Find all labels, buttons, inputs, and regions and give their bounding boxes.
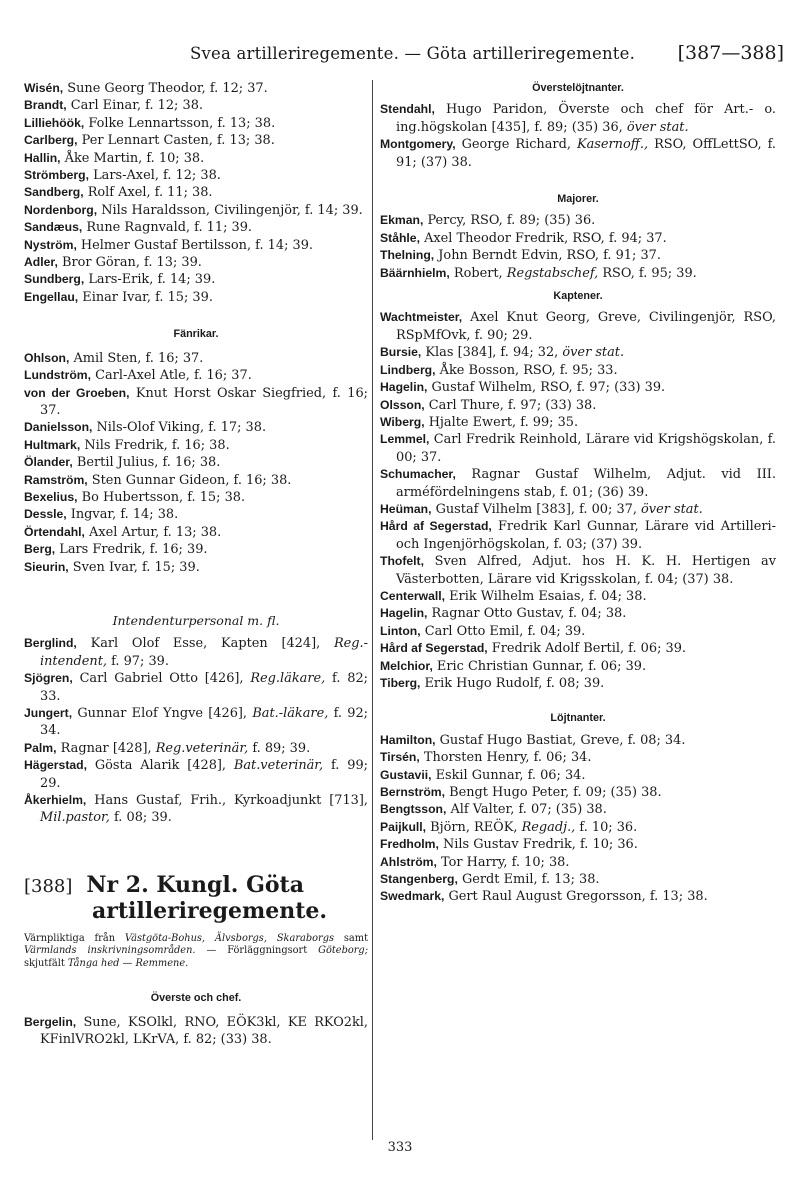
entry-details: Åke Bosson, RSO, f. 95; 33. <box>435 362 618 378</box>
entry-surname: Ramström, <box>24 472 88 487</box>
entry-surname: Thofelt, <box>380 554 425 569</box>
entry-tail: f. 08; 39. <box>109 810 172 826</box>
entry-surname: Nyström, <box>24 237 77 252</box>
regiment-title-line2: artilleriregemente. <box>92 897 328 924</box>
entry-surname: Lilliehöök, <box>24 115 85 130</box>
fanrikar-list <box>24 350 368 576</box>
entry-details: Ingvar, f. 14; 38. <box>66 507 179 523</box>
list-item <box>24 419 368 436</box>
entry-surname: Örtendahl, <box>24 524 85 539</box>
entry-tail: RSO, f. 95; 39. <box>598 265 697 281</box>
list-item <box>24 202 368 219</box>
list-item <box>380 854 776 871</box>
entry-surname: Strömberg, <box>24 168 90 183</box>
entry-details: Nils Haraldsson, Civilingenjör, f. 14; 39. <box>97 202 363 218</box>
list-item <box>24 541 368 558</box>
entry-surname: Stendahl, <box>380 102 435 117</box>
entry-details: Hans Gustaf, Frih., Kyrkoadjunkt [713], <box>86 793 368 809</box>
entry-surname: Swedmark, <box>380 889 445 904</box>
list-item <box>24 489 368 506</box>
entry-details: Carl Fredrik Reinhold, Lärare vid Krigshögskolan, f. 00; 37. <box>396 432 776 465</box>
entry-details: Rolf Axel, f. 11; 38. <box>83 185 213 201</box>
regiment-title <box>24 873 368 923</box>
entry-surname: Lemmel, <box>380 432 430 447</box>
list-item <box>380 379 776 396</box>
entry-title-italic: Mil.pastor, <box>40 810 110 826</box>
entry-details: Axel Artur, f. 13; 38. <box>84 524 222 540</box>
entry-details: Sten Gunnar Gideon, f. 16; 38. <box>87 472 292 488</box>
entry-surname: Tiberg, <box>380 676 421 690</box>
list-item <box>24 237 368 254</box>
entry-surname: von der Groeben, <box>24 385 130 400</box>
entry-details: Fredrik Karl Gunnar, Lärare vid Artilleri- och Ingenjörhögskolan, f. 03; (37) 39. <box>396 519 776 552</box>
entry-title-italic: över stat. <box>641 501 703 517</box>
entry-surname: Hård af Segerstad, <box>380 519 492 534</box>
entry-tail: f. 97; 39. <box>107 653 169 669</box>
list-item <box>24 289 368 306</box>
list-item <box>24 97 368 114</box>
overste-list <box>24 1014 368 1049</box>
intendentur-list <box>24 635 368 826</box>
list-item <box>380 553 776 588</box>
regiment-title-line1: Nr 2. Kungl. Göta <box>86 871 304 898</box>
entry-details: Percy, RSO, f. 89; (35) 36. <box>423 213 596 229</box>
list-item <box>380 344 776 361</box>
entry-surname: Sundberg, <box>24 272 85 287</box>
overstelojtnanter-list <box>380 101 776 171</box>
entry-surname: Sandæus, <box>24 220 83 235</box>
entry-surname: Schumacher, <box>380 467 456 482</box>
list-item <box>24 437 368 454</box>
list-item <box>24 670 368 705</box>
entry-surname: Ölander, <box>24 455 73 470</box>
entry-details: Tor Harry, f. 10; 38. <box>436 854 570 870</box>
entry-surname: Heüman, <box>380 501 432 516</box>
entry-details: Robert, <box>449 265 507 281</box>
entry-surname: Palm, <box>24 740 57 755</box>
list-item <box>380 309 776 344</box>
list-item <box>24 132 368 149</box>
list-item <box>24 635 368 670</box>
entry-surname: Wachtmeister, <box>380 310 463 325</box>
entry-title-italic: Reg.veterinär, <box>155 740 249 756</box>
list-item <box>380 212 776 229</box>
entry-surname: Berglind, <box>24 636 77 651</box>
entry-title-italic: Reg.-intendent, <box>40 636 368 669</box>
entry-details: Axel Theodor Fredrik, RSO, f. 94; 37. <box>419 230 667 246</box>
entry-tail: f. 10; 36. <box>575 819 638 835</box>
entry-details: Bror Göran, f. 13; 39. <box>57 255 202 271</box>
entry-surname: Carlberg, <box>24 133 78 148</box>
list-item <box>380 265 776 282</box>
entry-tail: f. 92; 34. <box>40 706 368 739</box>
entry-details: Sven Ivar, f. 15; 39. <box>68 559 200 575</box>
entry-details: Åke Martin, f. 10; 38. <box>60 150 205 166</box>
list-item <box>380 518 776 553</box>
right-column <box>380 80 776 906</box>
entry-details: Nils-Olof Viking, f. 17; 38. <box>92 420 267 436</box>
entry-title-italic: Kasernoff., <box>576 137 649 153</box>
entry-details: Gunnar Elof Yngve [426], <box>72 706 253 721</box>
entry-details: Eric Christian Gunnar, f. 06; 39. <box>432 658 647 674</box>
list-item <box>24 115 368 132</box>
entry-details: Ragnar [428], <box>56 740 156 756</box>
entry-details: Lars-Axel, f. 12; 38. <box>89 168 221 184</box>
entry-details: Bengt Hugo Peter, f. 09; (35) 38. <box>445 785 662 801</box>
entry-details: Ragnar Otto Gustav, f. 04; 38. <box>427 606 627 622</box>
list-item <box>24 219 368 236</box>
entry-surname: Wiberg, <box>380 414 425 429</box>
list-item <box>380 136 776 171</box>
entry-details: Bo Hubertsson, f. 15; 38. <box>77 489 246 505</box>
entry-surname: Bengtsson, <box>380 802 447 817</box>
list-item <box>380 466 776 501</box>
entry-details: Sven Alfred, Adjut. hos H. K. H. Hertigen av Västerbotten, Lärare vid Krigsskolan, f. 04; (37) 38. <box>396 554 776 587</box>
entry-details: Amil Sten, f. 16; 37. <box>69 350 204 366</box>
entry-details: Nils Gustav Fredrik, f. 10; 36. <box>438 837 638 853</box>
entry-surname: Ahlström, <box>380 854 437 869</box>
list-item <box>24 524 368 541</box>
entry-surname: Wisén, <box>24 81 64 95</box>
list-item <box>24 1014 368 1049</box>
list-item <box>24 559 368 576</box>
section-heading-overstelojtnanter: Överstelöjtnanter. <box>532 82 624 94</box>
header-page-range: [387—388] <box>677 42 784 64</box>
entry-surname: Montgomery, <box>380 137 456 152</box>
entry-tail: f. 89; 39. <box>248 740 311 756</box>
entry-surname: Ståhle, <box>380 230 420 245</box>
entry-surname: Ohlson, <box>24 350 70 365</box>
section-heading-intendentur: Intendenturpersonal m. fl. <box>112 612 280 628</box>
entry-tail: RSO, OffLettSO, f. 91; (37) 38. <box>396 137 776 170</box>
entry-details: Hugo Paridon, Överste och chef för Art.- o. ing.högskolan [435], f. 89; (35) 36, <box>396 102 776 135</box>
section-heading-majorer: Majorer. <box>557 193 599 206</box>
page-number: 333 <box>387 1140 413 1155</box>
list-item <box>24 254 368 271</box>
entry-details: Klas [384], f. 94; 32, <box>421 345 563 361</box>
entry-details: Erik Wilhelm Esaias, f. 04; 38. <box>445 588 647 604</box>
list-item <box>380 749 776 766</box>
entry-details: Sune, KSOlkl, RNO, EÖK3kl, KE RKO2kl, KFinlVRO2kl, LKrVA, f. 82; (33) 38. <box>40 1014 368 1048</box>
entry-surname: Centerwall, <box>380 588 446 603</box>
entry-surname: Thelning, <box>380 248 435 263</box>
entry-surname: Hagelin, <box>380 606 428 621</box>
entry-details: Carl-Axel Atle, f. 16; 37. <box>91 368 252 384</box>
entry-surname: Hård af Segerstad, <box>380 641 488 656</box>
entry-details: Bertil Julius, f. 16; 38. <box>72 455 221 471</box>
entry-details: Gert Raul August Gregorsson, f. 13; 38. <box>444 889 708 905</box>
list-item <box>380 501 776 518</box>
list-item <box>24 506 368 523</box>
entry-surname: Engellau, <box>24 289 79 304</box>
entry-details: Thorsten Henry, f. 06; 34. <box>419 750 592 766</box>
list-item <box>24 705 368 740</box>
entry-details: Carl Einar, f. 12; 38. <box>66 98 203 114</box>
entry-details: Lars Fredrik, f. 16; 39. <box>55 542 208 558</box>
entry-details: Gustaf Wilhelm, RSO, f. 97; (33) 39. <box>427 380 666 396</box>
entry-details: Eskil Gunnar, f. 06; 34. <box>431 767 586 783</box>
entry-surname: Nordenborg, <box>24 202 98 217</box>
entry-details: Fredrik Adolf Bertil, f. 06; 39. <box>487 641 687 657</box>
entry-surname: Lundström, <box>24 368 92 383</box>
section-heading-fanrikar: Fänrikar. <box>173 328 219 341</box>
entry-tail: f. 99; 29. <box>40 758 368 791</box>
entry-surname: Gustavii, <box>380 767 432 782</box>
entry-details: Lars-Erik, f. 14; 39. <box>84 272 216 288</box>
list-item <box>24 367 368 384</box>
entry-title-italic: Reg.läkare, <box>250 671 326 687</box>
list-item <box>24 184 368 201</box>
regiment-note: Värnpliktiga från Västgöta-Bohus, Älvsborgs, Skaraborgs samt Värmlands inskrivningsområden. — Förläggningsort Göteborg; skjutfält Tånga hed — Remmene. <box>24 932 369 969</box>
list-item <box>380 767 776 784</box>
list-item <box>380 836 776 853</box>
list-item <box>380 101 776 136</box>
entry-title-italic: Regadj., <box>521 819 576 835</box>
entry-details: Karl Olof Esse, Kapten [424], <box>76 636 334 652</box>
entry-surname: Bäärnhielm, <box>380 265 450 280</box>
entry-details: Gustaf Hugo Bastiat, Greve, f. 08; 34. <box>435 732 686 748</box>
entry-details: John Berndt Edvin, RSO, f. 91; 37. <box>434 248 661 264</box>
entry-details: Alf Valter, f. 07; (35) 38. <box>446 802 607 818</box>
entry-title-italic: över stat. <box>626 119 689 135</box>
entry-surname: Melchior, <box>380 658 433 673</box>
list-item <box>24 757 368 792</box>
entry-details: Einar Ivar, f. 15; 39. <box>78 289 213 305</box>
entry-surname: Brandt, <box>24 98 67 113</box>
header-title: Svea artilleriregemente. — Göta artilleriregemente. <box>190 44 636 63</box>
entry-details: Per Lennart Casten, f. 13; 38. <box>77 133 275 149</box>
entry-details: Sune Georg Theodor, f. 12; 37. <box>63 81 268 96</box>
entries-list <box>24 80 368 306</box>
list-item <box>380 397 776 414</box>
entry-title-italic: över stat. <box>562 345 625 361</box>
list-item <box>380 414 776 431</box>
entry-surname: Berg, <box>24 542 56 557</box>
running-header <box>24 44 784 72</box>
entry-surname: Linton, <box>380 623 421 638</box>
list-item <box>380 362 776 379</box>
list-item <box>380 732 776 749</box>
entry-title-italic: Bat.veterinär, <box>233 758 324 774</box>
entry-details: Carl Gabriel Otto [426], <box>72 671 251 687</box>
entry-details: Axel Knut Georg, Greve, Civilingenjör, RSO, RSpMfOvk, f. 90; 29. <box>396 310 776 343</box>
list-item <box>24 385 368 420</box>
entry-details: Helmer Gustaf Bertilsson, f. 14; 39. <box>76 237 314 253</box>
list-item <box>24 167 368 184</box>
list-item <box>380 658 776 675</box>
left-column <box>24 80 368 1049</box>
entry-surname: Tirsén, <box>380 750 420 765</box>
majorer-list <box>380 212 776 282</box>
list-item <box>380 819 776 836</box>
section-heading-lojtnanter: Löjtnanter. <box>550 712 606 725</box>
list-item <box>380 431 776 466</box>
list-item <box>380 675 776 692</box>
section-heading-kaptener: Kaptener. <box>553 290 603 303</box>
kaptener-list <box>380 309 776 692</box>
entry-details: Gerdt Emil, f. 13; 38. <box>457 872 600 888</box>
entry-tail: f. 82; 33. <box>40 671 368 704</box>
entry-details: George Richard, <box>455 137 577 153</box>
entry-surname: Hamilton, <box>380 732 436 747</box>
list-item <box>380 623 776 640</box>
entry-surname: Bexelius, <box>24 489 78 504</box>
list-item <box>24 150 368 167</box>
list-item <box>380 247 776 264</box>
entry-surname: Lindberg, <box>380 362 436 377</box>
entry-details: Carl Thure, f. 97; (33) 38. <box>424 397 597 413</box>
list-item <box>24 80 368 97</box>
list-item <box>380 605 776 622</box>
entry-surname: Bursie, <box>380 345 422 360</box>
entry-details: Gösta Alarik [428], <box>87 758 234 774</box>
entry-surname: Olsson, <box>380 397 425 412</box>
regiment-page-ref: [388] <box>24 875 73 897</box>
list-item <box>24 271 368 288</box>
entry-details: Folke Lennartsson, f. 13; 38. <box>84 115 276 131</box>
entry-surname: Dessle, <box>24 507 67 522</box>
entry-surname: Paijkull, <box>380 819 427 834</box>
column-divider <box>372 80 373 1140</box>
list-item <box>380 588 776 605</box>
list-item <box>380 801 776 818</box>
entry-title-italic: Regstabschef, <box>506 265 599 281</box>
list-item <box>24 792 368 827</box>
entry-details: Rune Ragnvald, f. 11; 39. <box>82 220 253 236</box>
entry-details: Erik Hugo Rudolf, f. 08; 39. <box>420 676 605 691</box>
entry-surname: Sieurin, <box>24 559 69 574</box>
entry-details: Ragnar Gustaf Wilhelm, Adjut. vid III. arméfördelningens stab, f. 01; (36) 39. <box>396 467 776 500</box>
entry-title-italic: Bat.-läkare, <box>252 706 329 721</box>
entry-surname: Danielsson, <box>24 420 93 435</box>
entry-surname: Bergelin, <box>24 1014 77 1029</box>
entry-surname: Åkerhielm, <box>24 793 87 808</box>
list-item <box>380 230 776 247</box>
list-item <box>24 454 368 471</box>
entry-surname: Bernström, <box>380 785 446 800</box>
entry-surname: Jungert, <box>24 706 73 720</box>
entry-surname: Fredholm, <box>380 837 439 852</box>
entry-details: Gustaf Vilhelm [383], f. 00; 37, <box>431 501 642 517</box>
list-item <box>24 740 368 757</box>
entry-surname: Hultmark, <box>24 437 81 452</box>
list-item <box>24 350 368 367</box>
section-heading-overste: Överste och chef. <box>150 992 242 1005</box>
entry-surname: Hagelin, <box>380 380 428 395</box>
entry-surname: Sandberg, <box>24 185 84 200</box>
entry-surname: Hägerstad, <box>24 758 87 773</box>
entry-surname: Ekman, <box>380 213 424 228</box>
list-item <box>380 888 776 905</box>
entry-details: Hjalte Ewert, f. 99; 35. <box>424 414 579 430</box>
entry-details: Björn, REÖK, <box>426 819 522 835</box>
entry-details: Nils Fredrik, f. 16; 38. <box>80 437 230 453</box>
list-item <box>380 871 776 888</box>
list-item <box>380 784 776 801</box>
entry-surname: Hallin, <box>24 150 61 165</box>
list-item <box>24 472 368 489</box>
entry-surname: Sjögren, <box>24 671 73 686</box>
entry-details: Knut Horst Oskar Siegfried, f. 16; 37. <box>40 385 369 418</box>
list-item <box>380 640 776 657</box>
entry-surname: Stangenberg, <box>380 872 458 887</box>
lojtnanter-list <box>380 732 776 906</box>
entry-details: Carl Otto Emil, f. 04; 39. <box>420 623 586 639</box>
entry-surname: Adler, <box>24 255 58 270</box>
